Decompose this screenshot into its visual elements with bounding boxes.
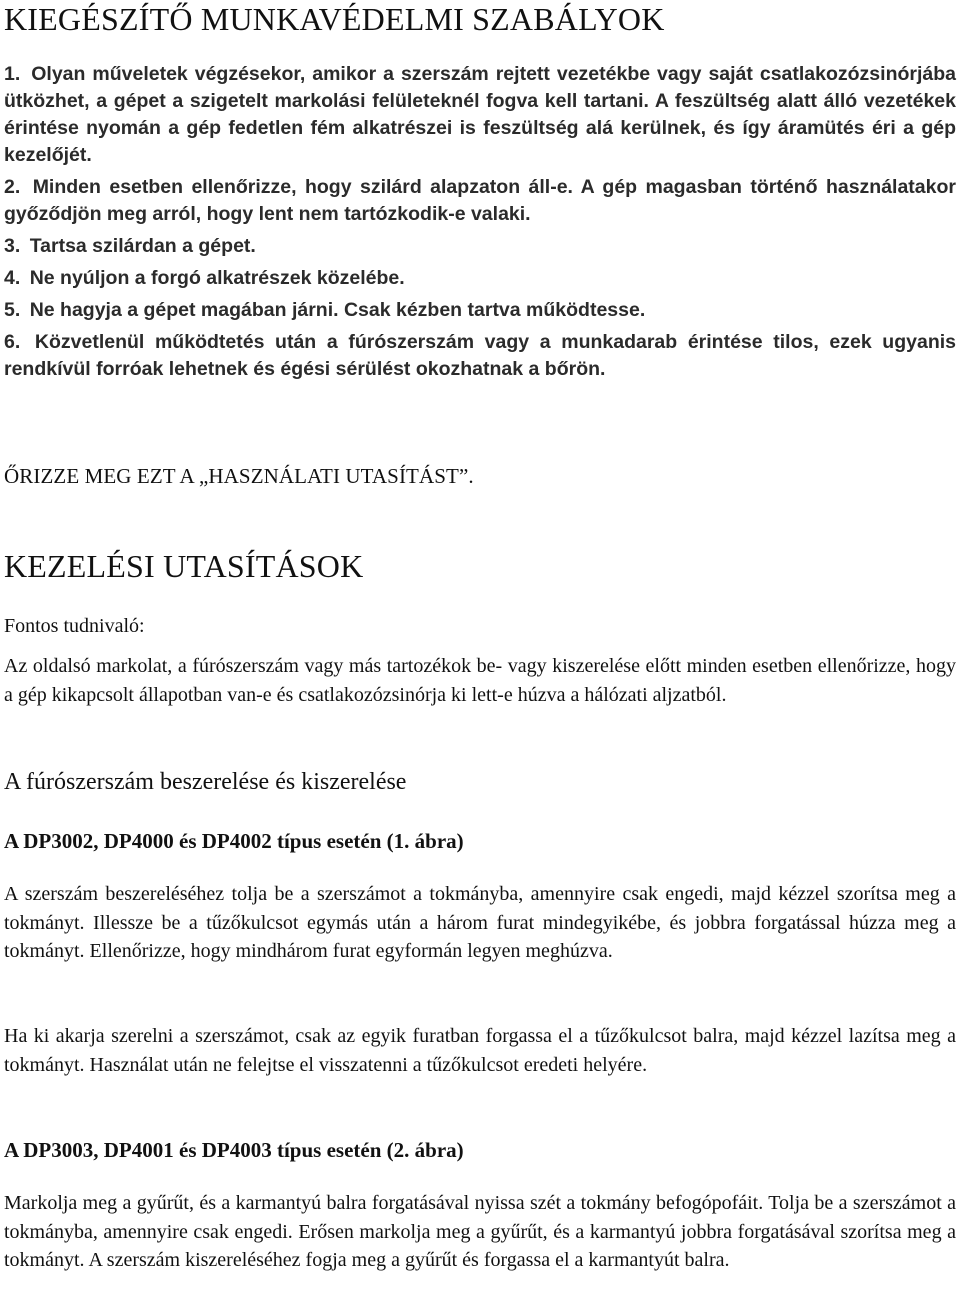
keep-manual-notice: ŐRIZZE MEG EZT A „HASZNÁLATI UTASÍTÁST”. <box>4 464 474 488</box>
rule-text: Ne hagyja a gépet magában járni. Csak kézben tartva működtesse. <box>29 299 646 321</box>
rule-text: Ne nyúljon a forgó alkatrészek közelébe. <box>29 267 405 289</box>
rule-item-3 <box>4 233 956 260</box>
operating-instructions-title: KEZELÉSI UTASÍTÁSOK <box>4 548 364 584</box>
rule-number: 2. <box>4 176 21 198</box>
rule-item-5 <box>4 297 956 324</box>
safety-rules-title: KIEGÉSZÍTŐ MUNKAVÉDELMI SZABÁLYOK <box>4 1 665 37</box>
rule-item-1 <box>4 61 956 169</box>
rule-text: Közvetlenül működtetés után a fúrószerszám vagy a munkadarab érintése tilos, ezek ugyanis rendkívül forróak lehetnek és égési sérülést okozhatnak a bőrön. <box>4 331 956 380</box>
type1-paragraph-1: A szerszám beszereléséhez tolja be a szerszámot a tokmányba, amennyire csak engedi, majd kézzel szorítsa meg a tokmányt. Illessze be a tűzőkulcsot egymás után a három furat mindegyikébe, és jobbra forgatással húzza meg a tokmányt. Ellenőrizze, hogy mindhárom furat egyformán legyen meghúzva. <box>4 883 956 962</box>
rule-number: 4. <box>4 267 21 289</box>
type2-heading: A DP3003, DP4001 és DP4003 típus esetén (2. ábra) <box>4 1138 464 1162</box>
rule-text: Tartsa szilárdan a gépet. <box>29 235 256 257</box>
important-paragraph: Az oldalsó markolat, a fúrószerszám vagy más tartozékok be- vagy kiszerelése előtt minden esetben ellenőrizze, hogy a gép kikapcsolt állapotban van-e és csatlakozózsinórja ki lett-e húzva a hálózati aljzatból. <box>4 655 956 706</box>
rule-item-4 <box>4 265 956 292</box>
important-label: Fontos tudnivaló: <box>4 615 145 637</box>
type1-paragraph-2: Ha ki akarja szerelni a szerszámot, csak az egyik furatban forgassa el a tűzőkulcsot balra, majd kézzel lazítsa meg a tokmányt. Használat után ne felejtse el visszatenni a tűzőkulcsot eredeti helyére. <box>4 1025 956 1076</box>
rule-number: 5. <box>4 299 21 321</box>
safety-rules-list <box>4 61 956 388</box>
rule-text: Minden esetben ellenőrizze, hogy szilárd alapzaton áll-e. A gép magasban történő használatakor győződjön meg arról, hogy lent nem tartózkodik-e valaki. <box>4 176 956 225</box>
bit-install-heading: A fúrószerszám beszerelése és kiszerelése <box>4 769 407 795</box>
rule-number: 1. <box>4 63 21 85</box>
rule-number: 3. <box>4 235 21 257</box>
type1-heading: A DP3002, DP4000 és DP4002 típus esetén (1. ábra) <box>4 829 464 853</box>
rule-item-2 <box>4 174 956 228</box>
rule-item-6 <box>4 329 956 383</box>
type2-paragraph: Markolja meg a gyűrűt, és a karmantyú balra forgatásával nyissa szét a tokmány befogópofáit. Tolja be a szerszámot a tokmányba, amennyire csak engedi. Erősen markolja meg a gyűrűt, és a karmantyú jobbra forgatásával szorítsa meg a tokmányt. A szerszám kiszereléséhez fogja meg a gyűrűt és forgassa el a karmantyút balra. <box>4 1192 956 1271</box>
rule-text: Olyan műveletek végzésekor, amikor a szerszám rejtett vezetékbe vagy saját csatlakozózsinórjába ütközhet, a gépet a szigetelt markolási felületeknél fogva kell tartani. A feszültség alatt álló vezetékek érintése nyomán a gép fedetlen fém alkatrészei is feszültség alá kerülnek, és így áramütés éri a gép kezelőjét. <box>4 63 957 166</box>
rule-number: 6. <box>4 331 21 353</box>
